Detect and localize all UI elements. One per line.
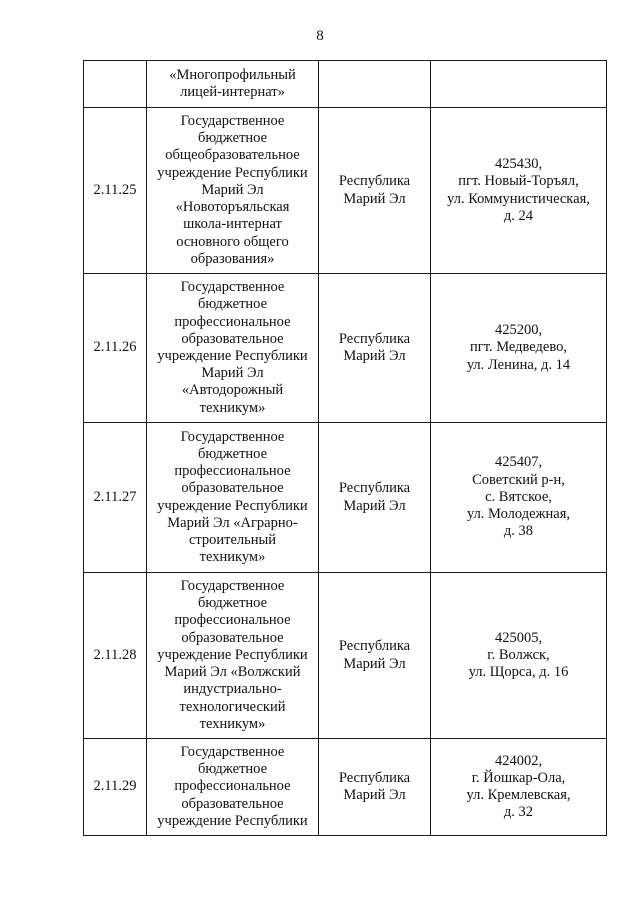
text-line: учреждение Республики: [157, 812, 308, 829]
text-line: Марий Эл: [343, 787, 406, 803]
text-line: бюджетное: [197, 761, 268, 778]
cell-institution-name: [147, 108, 319, 274]
cell-address: [431, 274, 607, 423]
cell-institution-name: [147, 274, 319, 423]
text-line: учреждение Республики: [157, 497, 308, 514]
text-line: ул. Ленина, д. 14: [466, 356, 571, 373]
text-line: образования»: [190, 250, 275, 267]
text-line: Республика: [338, 330, 411, 347]
text-line: образовательное: [181, 629, 284, 646]
cell-institution-name: [147, 739, 319, 836]
text-line: бюджетное: [197, 595, 268, 612]
cell-number: 2.11.27: [84, 423, 147, 573]
text-line: Марий Эл: [343, 190, 406, 207]
table-row: [84, 108, 607, 274]
cell-number: [84, 61, 147, 108]
text-line: ул. Кремлевская,: [466, 787, 571, 803]
text-line: 425200,: [494, 322, 543, 339]
page-number: 8: [316, 28, 324, 44]
text-line: пгт. Новый-Торъял,: [458, 173, 579, 190]
registry-table: [83, 60, 607, 836]
text-line: строительный: [188, 531, 277, 548]
text-line: Марий Эл «Волжский: [164, 664, 301, 681]
text-line: Государственное: [180, 578, 285, 595]
text-line: пгт. Медведево,: [470, 339, 567, 356]
text-line: Республика: [338, 480, 411, 497]
text-line: образовательное: [181, 795, 284, 812]
text-line: лицей-интернат»: [180, 84, 285, 100]
text-line: образовательное: [181, 330, 284, 347]
text-line: бюджетное: [197, 130, 268, 147]
text-line: профессиональное: [174, 463, 291, 480]
text-line: 425407,: [494, 454, 543, 471]
cell-address: [431, 739, 607, 836]
cell-region: [319, 739, 431, 836]
text-line: индустриально-: [183, 681, 282, 698]
text-line: техникум»: [199, 715, 266, 732]
text-line: 425005,: [494, 629, 543, 646]
text-line: бюджетное: [197, 445, 268, 462]
cell-number: 2.11.28: [84, 573, 147, 739]
text-line: техникум»: [199, 399, 266, 416]
table-row: [84, 274, 607, 423]
text-line: профессиональное: [174, 778, 291, 795]
text-line: 424002,: [494, 752, 543, 769]
text-line: Республика: [338, 638, 411, 655]
text-line: техникум»: [199, 549, 266, 566]
cell-region: [319, 423, 431, 573]
text-line: д. 32: [503, 804, 534, 821]
text-line: профессиональное: [174, 612, 291, 629]
text-line: Государственное: [180, 279, 285, 296]
text-line: Государственное: [180, 113, 285, 130]
cell-institution-name: [147, 573, 319, 739]
text-line: д. 38: [503, 523, 534, 540]
text-line: Республика: [338, 769, 411, 786]
text-line: Государственное: [180, 743, 285, 760]
text-line: ул. Молодежная,: [466, 506, 571, 523]
text-line: Марий Эл: [343, 348, 406, 364]
text-line: «Многопрофильный: [169, 66, 296, 83]
text-line: Марий Эл: [343, 655, 406, 672]
text-line: учреждение Республики: [157, 646, 308, 663]
text-line: Марий Эл «Аграрно-: [167, 514, 298, 531]
text-line: г. Волжск,: [487, 646, 550, 663]
cell-region: [319, 573, 431, 739]
cell-address: [431, 573, 607, 739]
text-line: 425430,: [494, 156, 543, 173]
text-line: «Автодорожный: [181, 382, 284, 399]
text-line: Государственное: [180, 428, 285, 445]
cell-number: 2.11.25: [84, 108, 147, 274]
cell-region: [319, 274, 431, 423]
text-line: г. Йошкар-Ола,: [471, 769, 566, 786]
table-row: [84, 423, 607, 573]
cell-region: [319, 108, 431, 274]
table-row: [84, 739, 607, 836]
text-line: ул. Щорса, д. 16: [468, 664, 569, 681]
text-line: Республика: [338, 173, 411, 190]
table-row: [84, 573, 607, 739]
text-line: ул. Коммунистическая,: [447, 190, 590, 207]
text-line: Марий Эл: [343, 497, 406, 514]
text-line: д. 24: [503, 207, 534, 224]
cell-number: 2.11.29: [84, 739, 147, 836]
text-line: учреждение Республики: [157, 164, 308, 181]
text-line: «Новоторъяльская: [175, 199, 290, 216]
cell-address: [431, 423, 607, 573]
registry-rows: [84, 61, 607, 836]
text-line: технологический: [179, 698, 286, 715]
text-line: с. Вятское,: [485, 488, 552, 505]
text-line: учреждение Республики: [157, 348, 308, 364]
cell-number: 2.11.26: [84, 274, 147, 423]
text-line: общеобразовательное: [165, 147, 300, 164]
cell-institution-name: [147, 61, 319, 108]
text-line: школа-интернат: [183, 216, 282, 233]
text-line: Марий Эл: [201, 181, 264, 198]
text-line: Марий Эл: [201, 365, 264, 382]
cell-address: [431, 108, 607, 274]
text-line: образовательное: [181, 480, 284, 497]
cell-region: [319, 61, 431, 108]
text-line: профессиональное: [174, 313, 291, 330]
cell-institution-name: [147, 423, 319, 573]
cell-address: [431, 61, 607, 108]
text-line: основного общего: [176, 233, 289, 250]
text-line: Советский р-н,: [472, 471, 565, 488]
table-row: [84, 61, 607, 108]
text-line: бюджетное: [197, 296, 268, 313]
